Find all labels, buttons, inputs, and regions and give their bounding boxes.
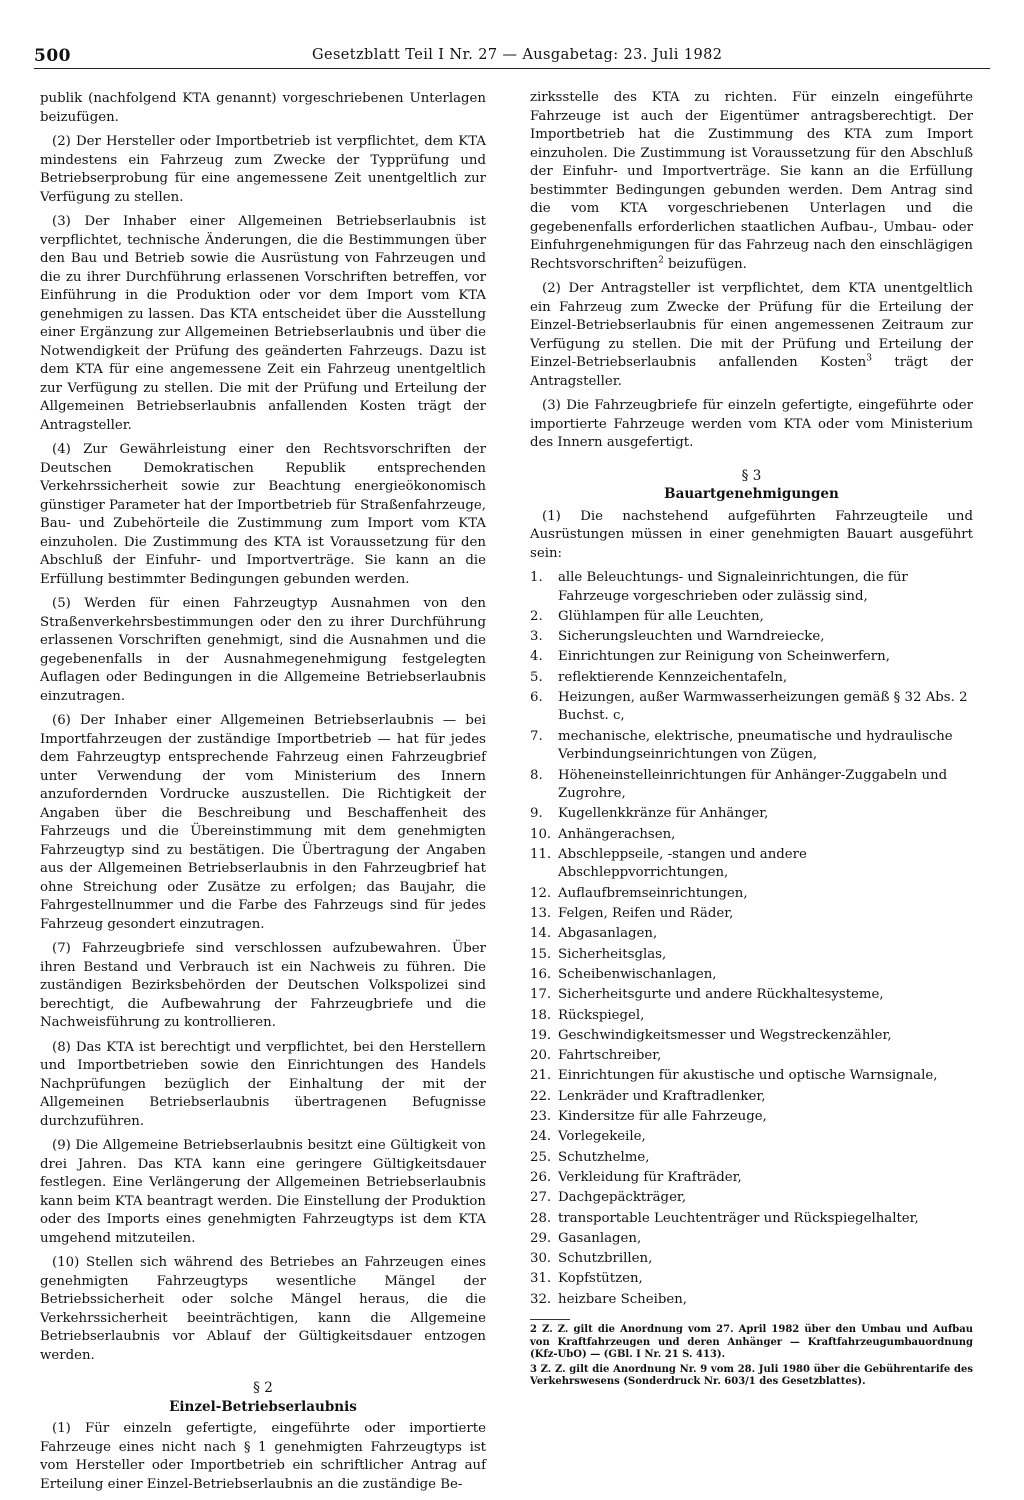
- list-item-text: Abschleppseile, -stangen und andere Abschleppvorrichtungen,: [558, 846, 807, 881]
- list-item-text: Sicherheitsglas,: [558, 946, 667, 962]
- list-item-text: transportable Leuchtenträger und Rückspiegelhalter,: [558, 1210, 919, 1226]
- list-item: [530, 728, 973, 765]
- list-item-text: Auflaufbremseinrichtungen,: [558, 885, 748, 901]
- list-item-number: 24.: [530, 1129, 552, 1145]
- list-item-text: Abgasanlagen,: [558, 926, 658, 942]
- paragraph: [530, 89, 973, 274]
- list-item: [530, 986, 973, 1005]
- list-item-text: Heizungen, außer Warmwasserheizungen gemäß § 32 Abs. 2 Buchst. c,: [558, 689, 968, 724]
- page-number: 500: [34, 46, 71, 66]
- paragraph-text: beizufügen.: [663, 256, 747, 272]
- list-item-number: 23.: [530, 1109, 552, 1125]
- list-item: [530, 1189, 973, 1208]
- list-item-number: 5.: [530, 669, 543, 685]
- list-item-number: 18.: [530, 1007, 552, 1023]
- list-item: [530, 905, 973, 924]
- list-item-text: Kindersitze für alle Fahrzeuge,: [558, 1109, 767, 1125]
- paragraph: (10) Stellen sich während des Betriebes an Fahrzeugen eines genehmigten Fahrzeugtyps wesentliche Mängel der Betriebssicherheit oder solche Mängel heraus, die die Verkehrssicherheit beeinträchtigen, kann die Allgemeine Betriebserlaubnis vor Ablauf der Gültigkeitsdauer entzogen werden.: [40, 1255, 486, 1363]
- list-item-number: 16.: [530, 966, 552, 982]
- list-item-number: 14.: [530, 926, 552, 942]
- list-item: [530, 1128, 973, 1147]
- item-list: [530, 569, 973, 1309]
- list-item-number: 10.: [530, 826, 552, 842]
- footnote: 2 Z. Z. gilt die Anordnung vom 27. April 1982 über den Umbau und Aufbau von Kraftfahrzeugen und deren Anhänger — Kraftfahrzeugumbauordnung (Kfz-UbO) — (GBl. I Nr. 21 S. 413).: [530, 1324, 973, 1361]
- footnote-divider: [530, 1319, 570, 1320]
- list-item-number: 11.: [530, 846, 552, 862]
- footnote: 3 Z. Z. gilt die Anordnung Nr. 9 vom 28. Juli 1980 über die Gebührentarife des Verkehrswesens (Sonderdruck Nr. 603/1 des Gesetzblattes).: [530, 1363, 973, 1388]
- list-item-text: Scheibenwischanlagen,: [558, 966, 717, 982]
- list-item-number: 27.: [530, 1190, 552, 1206]
- list-item: [530, 628, 973, 647]
- list-item-number: 28.: [530, 1210, 552, 1226]
- left-column: [40, 90, 486, 1500]
- list-item: [530, 648, 973, 667]
- list-item-text: Höheneinstelleinrichtungen für Anhänger-Zuggabeln und Zugrohre,: [558, 767, 948, 802]
- list-item: [530, 1149, 973, 1168]
- list-item: [530, 966, 973, 985]
- section-number: § 2: [253, 1380, 273, 1396]
- list-item: [530, 608, 973, 627]
- list-item-number: 32.: [530, 1291, 552, 1307]
- list-item-text: Einrichtungen zur Reinigung von Scheinwerfern,: [558, 649, 890, 665]
- list-item-number: 9.: [530, 806, 543, 822]
- section-number: § 3: [741, 467, 762, 484]
- list-item: [530, 1067, 973, 1086]
- list-item-text: Anhängerachsen,: [558, 826, 676, 842]
- list-item: [530, 1230, 973, 1249]
- list-item-text: heizbare Scheiben,: [558, 1291, 687, 1307]
- list-item-text: Geschwindigkeitsmesser und Wegstreckenzähler,: [558, 1027, 892, 1043]
- list-item-number: 30.: [530, 1251, 552, 1267]
- list-item-number: 8.: [530, 767, 543, 783]
- list-item-text: alle Beleuchtungs- und Signaleinrichtungen, die für Fahrzeuge vorgeschrieben oder zulässig sind,: [558, 570, 908, 604]
- paragraph: (7) Fahrzeugbriefe sind verschlossen aufzubewahren. Über ihren Bestand und Verbrauch ist ein Nachweis zu führen. Die zuständigen Bezirksbehörden der Deutschen Volkspolizei sind berechtigt, die Aufbewahrung der Fahrzeugbriefe und die Nachweisführung zu kontrollieren.: [40, 941, 486, 1030]
- list-item-text: mechanische, elektrische, pneumatische und hydraulische Verbindungseinrichtungen von Zügen,: [558, 728, 953, 763]
- paragraph: (2) Der Hersteller oder Importbetrieb ist verpflichtet, dem KTA mindestens ein Fahrzeug zum Zwecke der Typprüfung und Betriebserprobung für eine angemessene Zeit unentgeltlich zur Verfügung zu stellen.: [40, 134, 486, 205]
- list-item-text: Rückspiegel,: [558, 1007, 645, 1023]
- list-item: [530, 1027, 973, 1046]
- list-item-text: Lenkräder und Kraftradlenker,: [558, 1088, 766, 1104]
- list-item-number: 22.: [530, 1088, 552, 1104]
- paragraph: publik (nachfolgend KTA genannt) vorgeschriebenen Unterlagen beizufügen.: [40, 91, 486, 125]
- list-item-number: 19.: [530, 1027, 552, 1043]
- list-item-text: Fahrtschreiber,: [558, 1048, 662, 1064]
- list-item-text: Kugellenkkränze für Anhänger,: [558, 806, 769, 822]
- list-item: [530, 1210, 973, 1229]
- list-item-text: Glühlampen für alle Leuchten,: [558, 608, 764, 624]
- list-item-text: Schutzbrillen,: [558, 1251, 653, 1267]
- header-title: Gesetzblatt Teil I Nr. 27 — Ausgabetag: 23. Juli 1982: [312, 47, 723, 63]
- list-item: [530, 767, 973, 804]
- list-item-text: Einrichtungen für akustische und optische Warnsignale,: [558, 1068, 938, 1084]
- list-item-number: 25.: [530, 1149, 552, 1165]
- section-title: Einzel-Betriebserlaubnis: [169, 1398, 357, 1415]
- paragraph: (1) Die nachstehend aufgeführten Fahrzeugteile und Ausrüstungen müssen in einer genehmigten Bauart ausgeführt sein:: [530, 508, 973, 561]
- paragraph: (3) Der Inhaber einer Allgemeinen Betriebserlaubnis ist verpflichtet, technische Änderungen, die die Bestimmungen über den Bau und Betrieb sowie die Ausrüstung von Fahrzeugen und die zu ihrer Durchführung erlassenen Vorschriften betreffen, vor Einführung in die Produktion oder vor dem Import vom KTA genehmigen zu lassen. Das KTA entscheidet über die Ausstellung einer Ergänzung zur Allgemeinen Betriebserlaubnis und über die Notwendigkeit der Prüfung des geänderten Fahrzeugs. Dazu ist dem KTA für eine angemessene Zeit ein Fahrzeug unentgeltlich zur Verfügung zu stellen. Die mit der Prüfung und Erteilung der Allgemeinen Betriebserlaubnis anfallenden Kosten trägt der Antragsteller.: [40, 214, 486, 433]
- list-item-number: 2.: [530, 608, 543, 624]
- paragraph: (9) Die Allgemeine Betriebserlaubnis besitzt eine Gültigkeit von drei Jahren. Das KTA kann eine geringere Gültigkeitsdauer festlegen. Eine Verlängerung der Allgemeinen Betriebserlaubnis kann beim KTA beantragt werden. Die Einstellung der Produktion oder des Imports eines genehmigten Fahrzeugtyps ist dem KTA umgehend mitzuteilen.: [40, 1138, 486, 1246]
- list-item: [530, 1007, 973, 1026]
- list-item-text: Gasanlagen,: [558, 1230, 642, 1246]
- list-item: [530, 925, 973, 944]
- list-item: [530, 1250, 973, 1269]
- list-item: [530, 569, 973, 606]
- list-item-number: 12.: [530, 885, 552, 901]
- paragraph: (6) Der Inhaber einer Allgemeinen Betriebserlaubnis — bei Importfahrzeugen der zuständige Importbetrieb — hat für jedes dem Fahrzeugtyp entsprechende Fahrzeug einen Fahrzeugbrief unter Verwendung der vom Ministerium des Innern anzufordernden Vordrucke auszustellen. Die Richtigkeit der Angaben über die Beschreibung und Beschaffenheit des Fahrzeugs und die Übereinstimmung mit dem genehmigten Fahrzeugtyp sind zu bestätigen. Die Übertragung der Angaben aus der Allgemeinen Betriebserlaubnis in den Fahrzeugbrief hat ohne Streichung oder Zusätze zu erfolgen; das Baujahr, die Fahrgestellnummer und die Farbe des Fahrzeugs sind für jedes Fahrzeug gesondert einzutragen.: [40, 713, 486, 932]
- list-item-text: Felgen, Reifen und Räder,: [558, 906, 734, 922]
- right-column: [530, 89, 973, 1391]
- list-item-number: 6.: [530, 689, 543, 705]
- paragraph: (5) Werden für einen Fahrzeugtyp Ausnahmen von den Straßenverkehrsbestimmungen oder den zu ihrer Durchführung erlassenen Vorschriften genehmigt, sind die Ausnahmen und die gegebenenfalls in der Ausnahmegenehmigung festgelegten Auflagen oder Bedingungen in die Allgemeine Betriebserlaubnis einzutragen.: [40, 596, 486, 704]
- list-item-text: Sicherheitsgurte und andere Rückhaltesysteme,: [558, 987, 884, 1003]
- paragraph-text: trägt der Antragsteller.: [530, 355, 973, 389]
- paragraph-text: zirksstelle des KTA zu richten. Für einzeln eingeführte Fahrzeuge ist auch der Eigentümer antragsberechtigt. Der Importbetrieb hat die Zustimmung des KTA zum Import einzuholen. Die Zustimmung ist Voraussetzung für den Abschluß der Einfuhr- und Importverträge. Sie kann an die Erfüllung bestimmter Bedingungen gebunden werden. Dem Antrag sind die vom KTA vorgeschriebenen Unterlagen und die gegebenenfalls erforderlichen staatlichen Aufbau-, Umbau- oder Einfuhrgenehmigungen für das Fahrzeug nach den einschlägigen Rechtsvorschriften: [530, 90, 973, 272]
- list-item-number: 1.: [530, 570, 543, 585]
- list-item: [530, 1088, 973, 1107]
- list-item-number: 21.: [530, 1068, 552, 1084]
- list-item-number: 7.: [530, 728, 543, 744]
- paragraph: (8) Das KTA ist berechtigt und verpflichtet, bei den Herstellern und Importbetrieben sowie den Einrichtungen des Handels Nachprüfungen bezüglich der Einhaltung der mit der Allgemeinen Betriebserlaubnis übertragenen Befugnisse durchzuführen.: [40, 1039, 486, 1129]
- list-item-number: 20.: [530, 1048, 552, 1064]
- list-item: [530, 846, 973, 883]
- list-item-number: 3.: [530, 629, 543, 645]
- list-item-number: 29.: [530, 1230, 552, 1246]
- paragraph: (3) Die Fahrzeugbriefe für einzeln gefertigte, eingeführte oder importierte Fahrzeuge werden vom KTA oder vom Ministerium des Innern ausgefertigt.: [530, 398, 973, 450]
- list-item-text: Verkleidung für Krafträder,: [558, 1169, 742, 1185]
- list-item: [530, 946, 973, 965]
- list-item: [530, 885, 973, 904]
- section-title: Bauartgenehmigungen: [664, 486, 839, 502]
- list-item: [530, 1270, 973, 1289]
- list-item-number: 26.: [530, 1169, 552, 1185]
- list-item-text: reflektierende Kennzeichentafeln,: [558, 669, 788, 685]
- list-item-text: Dachgepäckträger,: [558, 1190, 687, 1206]
- list-item-text: Vorlegekeile,: [558, 1129, 646, 1145]
- list-item: [530, 826, 973, 845]
- list-item: [530, 805, 973, 824]
- list-item-text: Sicherungsleuchten und Warndreiecke,: [558, 629, 825, 645]
- list-item: [530, 1169, 973, 1188]
- page-header: [34, 46, 990, 69]
- list-item: [530, 1047, 973, 1066]
- list-item-number: 17.: [530, 987, 552, 1003]
- list-item-number: 31.: [530, 1271, 552, 1287]
- list-item-number: 4.: [530, 649, 543, 665]
- list-item: [530, 669, 973, 688]
- list-item: [530, 689, 973, 726]
- list-item-number: 13.: [530, 906, 552, 922]
- paragraph-text: (2) Der Antragsteller ist verpflichtet, dem KTA unentgeltlich ein Fahrzeug zum Zwecke der Prüfung für die Erteilung der Einzel-Betriebserlaubnis für einen angemessenen Zeitraum zur Verfügung zu stellen. Die mit der Prüfung und Erteilung der Einzel-Betriebserlaubnis anfallenden Kosten: [530, 281, 973, 370]
- list-item: [530, 1108, 973, 1127]
- list-item: [530, 1291, 973, 1310]
- paragraph: (4) Zur Gewährleistung einer den Rechtsvorschriften der Deutschen Demokratischen Republik entsprechenden Verkehrssicherheit sowie zur Beachtung energieökonomisch günstiger Parameter hat der Importbetrieb für Straßenfahrzeuge, Bau- und Zubehörteile die Zustimmung zum Import vom KTA einzuholen. Die Zustimmung des KTA ist Voraussetzung für den Abschluß der Einfuhr- und Importverträge. Sie kann an die Erfüllung bestimmter Bedingungen gebunden werden.: [40, 442, 486, 587]
- footnote-ref: 3: [866, 353, 872, 364]
- paragraph: [530, 280, 973, 391]
- list-item-text: Kopfstützen,: [558, 1271, 643, 1287]
- list-item-number: 15.: [530, 946, 552, 962]
- paragraph: (1) Für einzeln gefertigte, eingeführte oder importierte Fahrzeuge eines nicht nach § 1 genehmigten Fahrzeugtyps ist vom Hersteller oder Importbetrieb ein schriftlicher Antrag auf Erteilung einer Einzel-Betriebserlaubnis an die zuständige Be-: [40, 1421, 486, 1492]
- footnote-ref: 2: [658, 255, 664, 266]
- list-item-text: Schutzhelme,: [558, 1149, 650, 1165]
